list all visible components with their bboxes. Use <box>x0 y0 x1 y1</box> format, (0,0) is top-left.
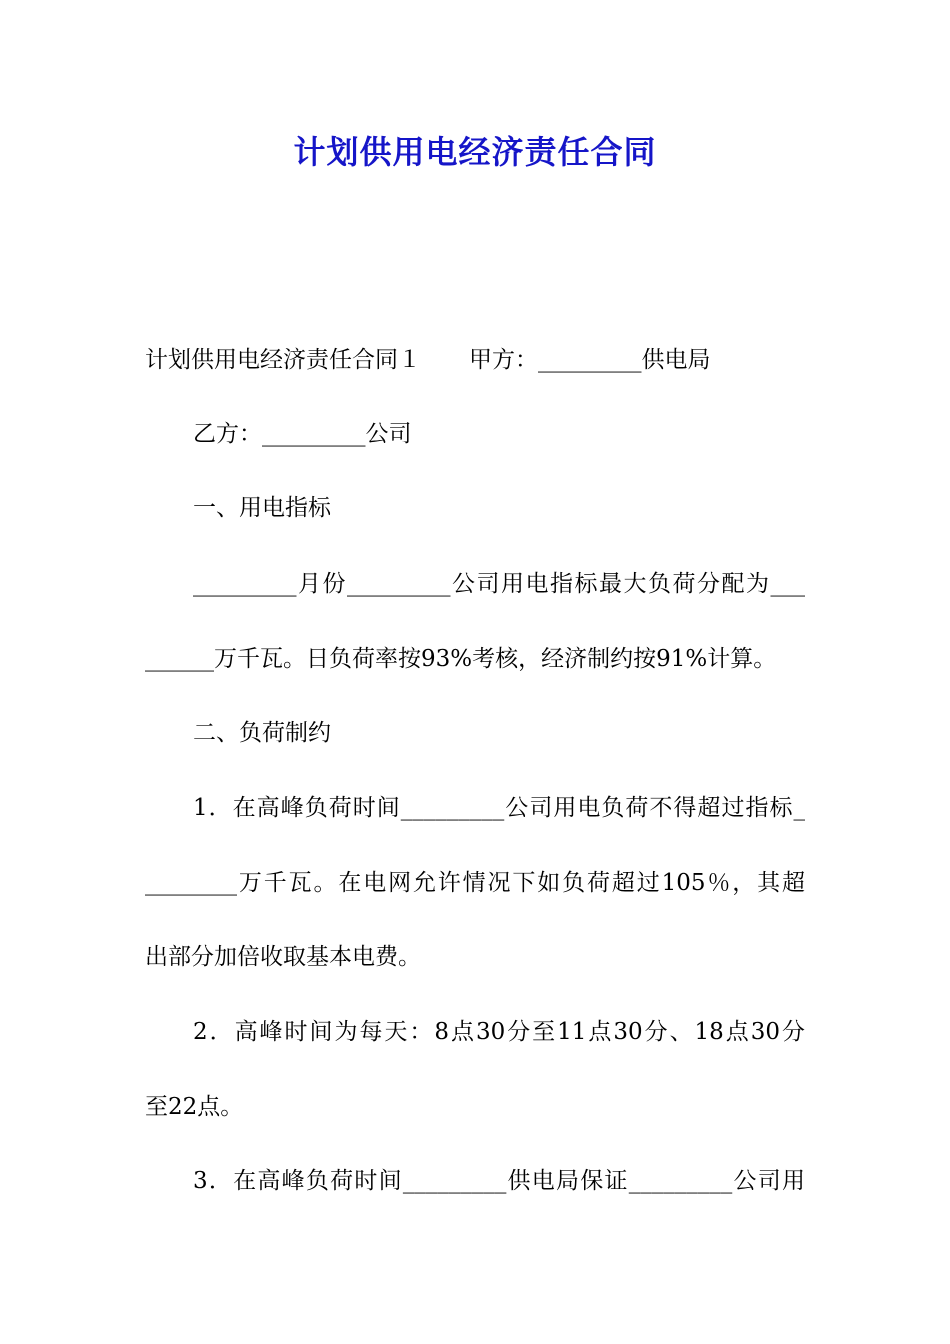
section-heading: 一、用电指标 <box>193 495 331 521</box>
contract-heading: 计划供用电经济责任合同１ <box>145 347 421 373</box>
paragraph-line: 3．在高峰负荷时间_________供电局保证_________公司用 <box>193 1168 805 1194</box>
party-b: 乙方：_________公司 <box>193 421 412 447</box>
paragraph-line: ______万千瓦。日负荷率按93%考核，经济制约按91%计算。 <box>145 646 777 672</box>
paragraph-line: ________万千瓦。在电网允许情况下如负荷超过105％，其超 <box>145 870 805 896</box>
document-title: 计划供用电经济责任合同 <box>293 133 657 171</box>
section-heading: 二、负荷制约 <box>193 720 331 746</box>
text-line <box>145 340 805 380</box>
paragraph-line: 1．在高峰负荷时间_________公司用电负荷不得超过指标_ <box>193 795 805 821</box>
paragraph-line: 2．高峰时间为每天：8点30分至11点30分、18点30分 <box>193 1019 805 1045</box>
paragraph-line: 至22点。 <box>145 1094 244 1120</box>
party-a: 甲方：_________供电局 <box>469 347 711 373</box>
paragraph-line: _________月份_________公司用电指标最大负荷分配为___ <box>193 571 805 597</box>
paragraph-line: 出部分加倍收取基本电费。 <box>145 944 421 970</box>
